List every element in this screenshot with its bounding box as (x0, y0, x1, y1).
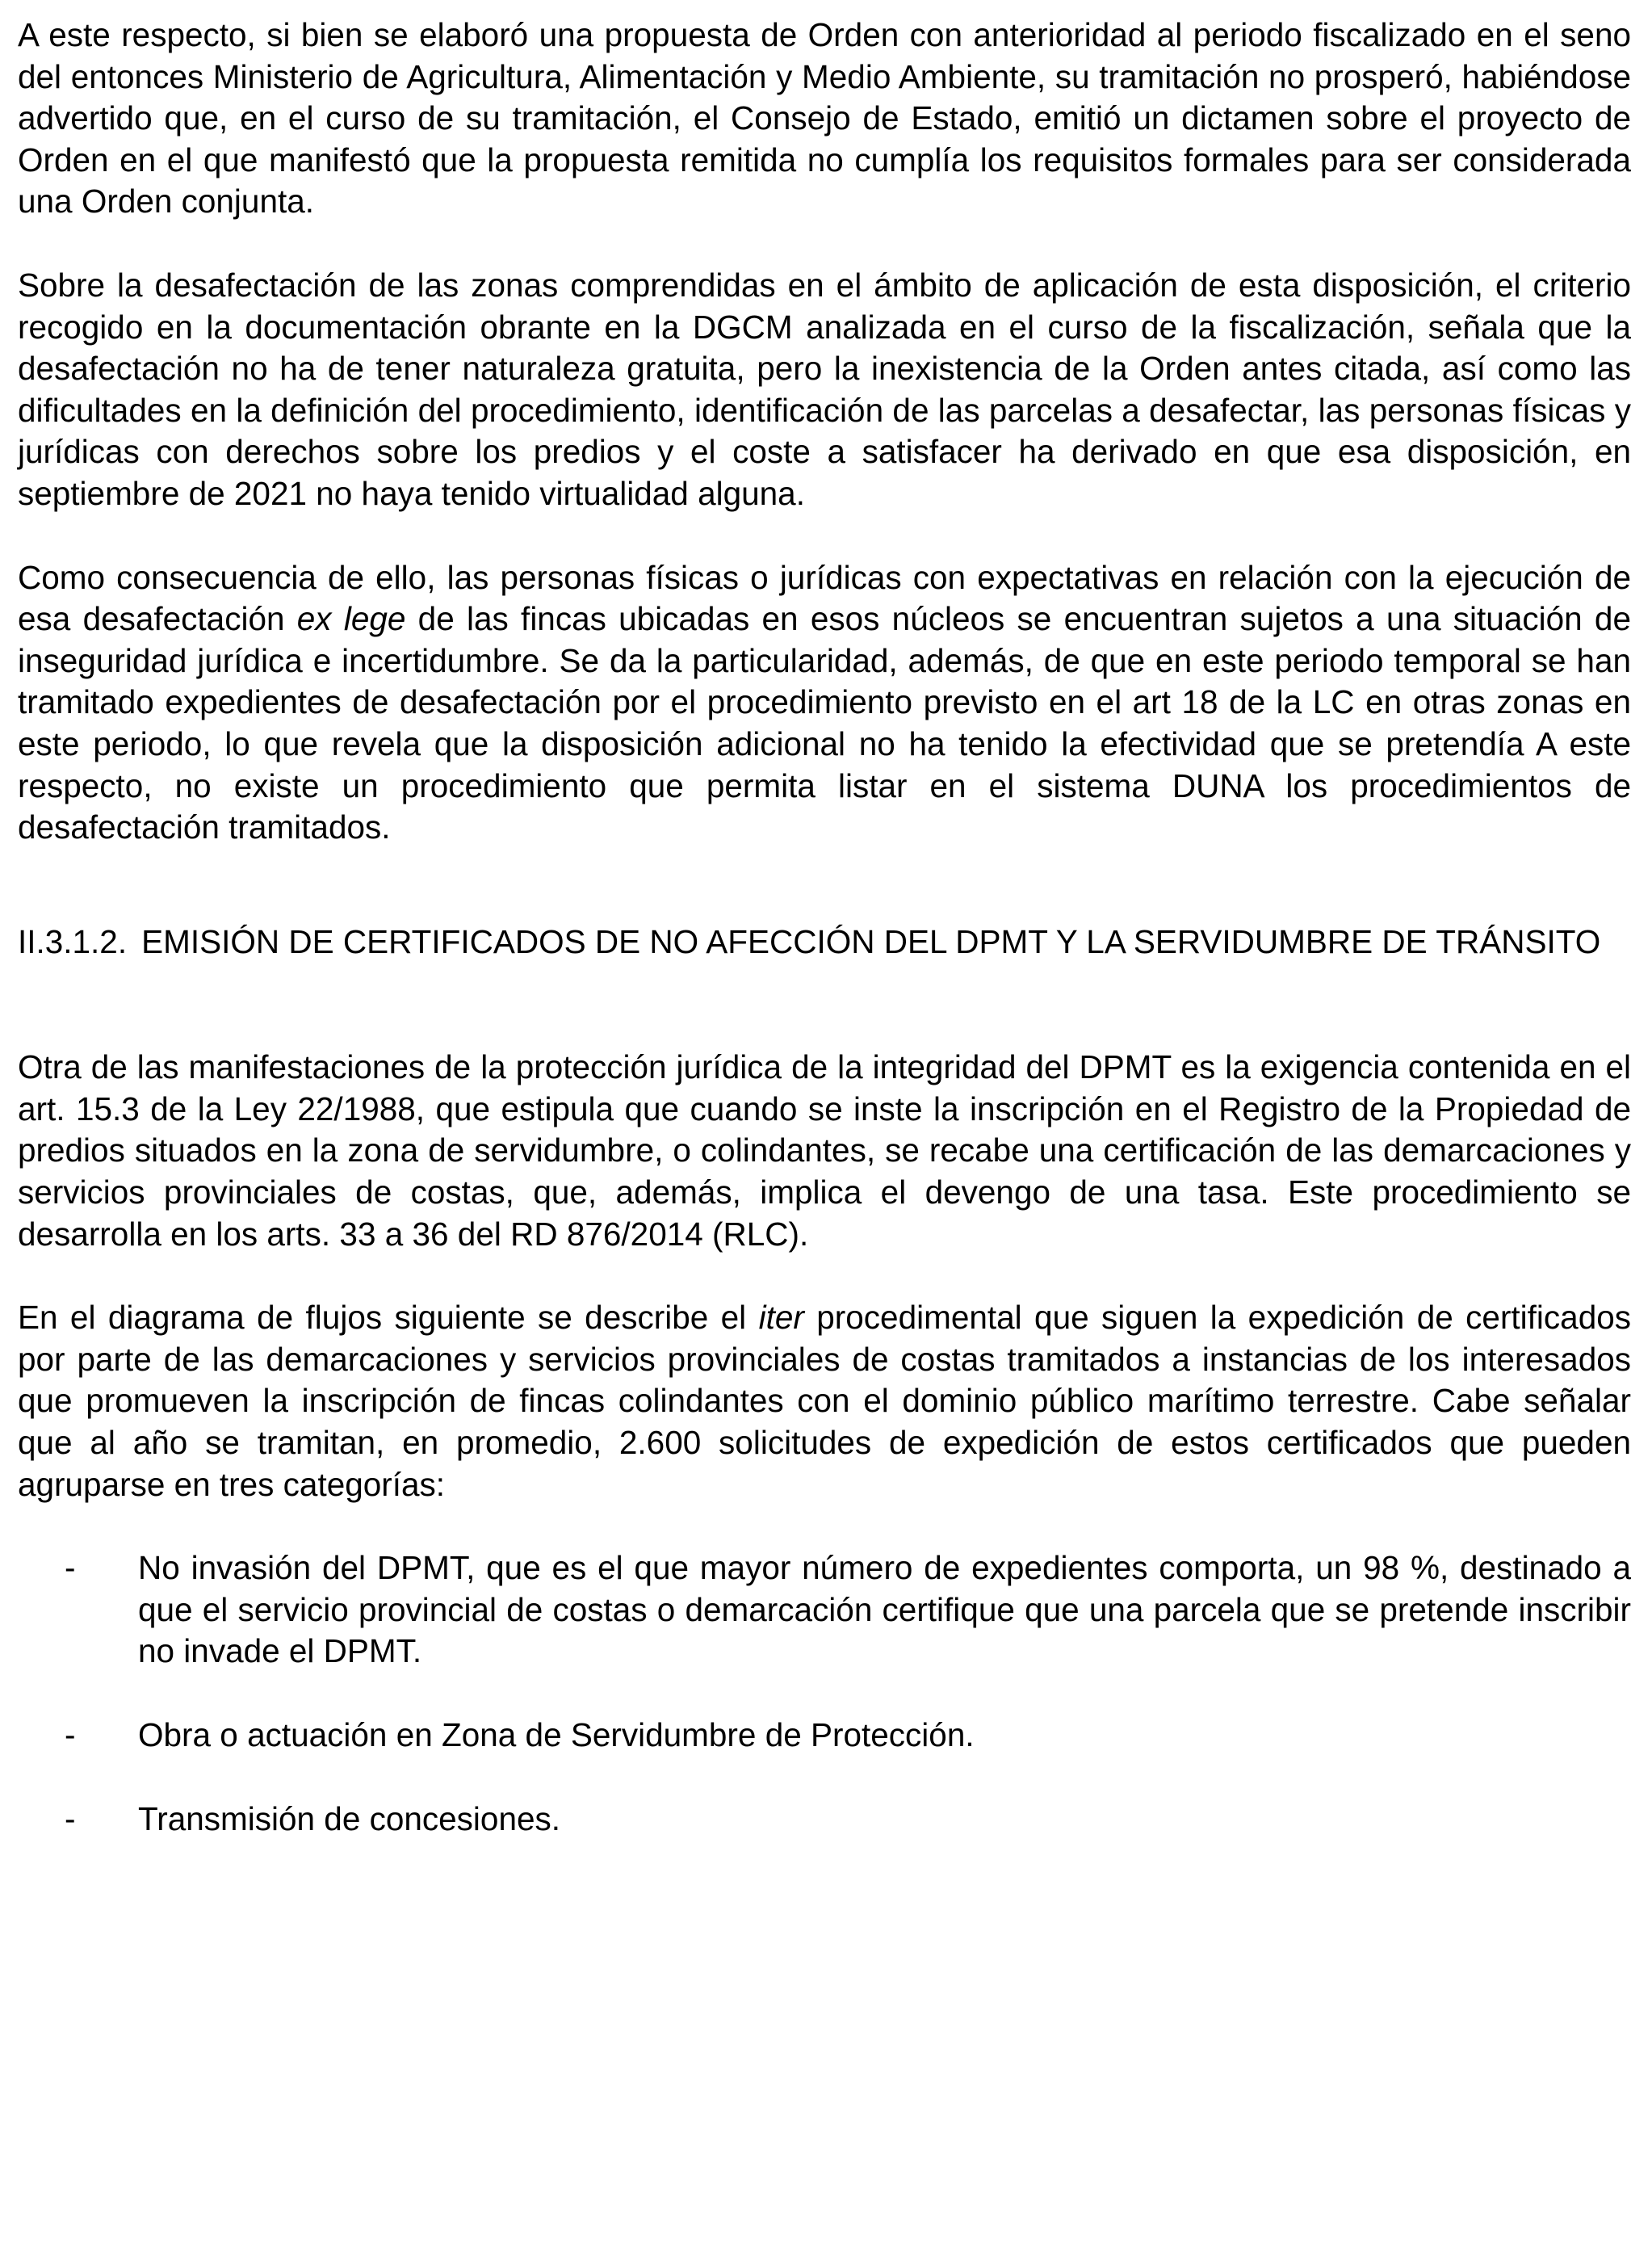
dash-bullet: - (65, 1799, 76, 1837)
paragraph-orden-propuesta: A este respecto, si bien se elaboró una propuesta de Orden con anterioridad al periodo fiscalizado en el seno del entonces Ministerio de Agricultura, Alimentación y Medio Ambiente, su tramitación no prosperó, habiéndose advertido que, en el curso de su tramitación, el Consejo de Estado, emitió un dictamen sobre el proyecto de Orden en el que manifestó que la propuesta remitida no cumplía los requisitos formales para ser considerada una Orden conjunta. (18, 16, 1631, 220)
italic-term-ex-lege: ex lege (296, 600, 406, 638)
paragraph-proteccion-juridica: Otra de las manifestaciones de la protección jurídica de la integridad del DPMT es la exigencia contenida en el art. 15.3 de la Ley 22/1988, que estipula que cuando se inste la inscripción en el Registro de la Propiedad de predios situados en la zona de servidumbre, o colindantes, se recabe una certificación de las demarcaciones y servicios provinciales de costas, que, además, implica el devengo de una tasa. Este procedimiento se desarrolla en los arts. 33 a 36 del RD 876/2014 (RLC). (18, 1048, 1631, 1253)
section-heading (18, 922, 1631, 964)
paragraph-diagrama-flujos (18, 1297, 1631, 1505)
paragraph-text: En el diagrama de flujos siguiente se describe el (18, 1299, 759, 1337)
list-item (18, 1547, 1631, 1673)
list-item-text: Transmisión de concesiones. (138, 1799, 560, 1837)
section-title: EMISIÓN DE CERTIFICADOS DE NO AFECCIÓN DEL DPMT Y LA SERVIDUMBRE DE TRÁNSITO (141, 922, 1601, 960)
list-item (18, 1799, 1631, 1841)
paragraph-text: Como consecuencia de ello, las personas físicas o jurídicas con expectativas en relación con la ejecución de esa desafectación (18, 558, 1631, 638)
certificate-categories-list (18, 1547, 1631, 1840)
paragraph-text: procedimental que siguen la expedición de certificados por parte de las demarcaciones y servicios provinciales de costas tramitados a instancias de los interesados que promueven la inscripción de fincas colindantes con el dominio público marítimo terrestre. Cabe señalar que al año se tramitan, en promedio, 2.600 solicitudes de expedición de estos certificados que pueden agruparse en tres categorías: (18, 1299, 1632, 1503)
section-number: II.3.1.2. (18, 922, 128, 960)
document-page (18, 15, 1631, 1882)
list-item-text: Obra o actuación en Zona de Servidumbre de Protección. (138, 1716, 975, 1753)
italic-term-iter: iter (758, 1299, 804, 1337)
list-item-text: No invasión del DPMT, que es el que mayor número de expedientes comporta, un 98 %, destinado a que el servicio provincial de costas o demarcación certifique que una parcela que se pretende inscribir no invade el DPMT. (138, 1549, 1631, 1670)
dash-bullet: - (65, 1549, 76, 1587)
paragraph-text: de las fincas ubicadas en esos núcleos se encuentran sujetos a una situación de inseguridad jurídica e incertidumbre. Se da la particularidad, además, de que en este periodo temporal se han tramitado expedientes de desafectación por el procedimiento previsto en el art 18 de la LC en otras zonas en este periodo, lo que revela que la disposición adicional no ha tenido la efectividad que se pretendía A este respecto, no existe un procedimiento que permita listar en el sistema DUNA los procedimientos de desafectación tramitados. (18, 600, 1631, 846)
paragraph-inseguridad-juridica (18, 557, 1631, 849)
list-item (18, 1715, 1631, 1757)
paragraph-desafectacion-criterio: Sobre la desafectación de las zonas comprendidas en el ámbito de aplicación de esta disposición, el criterio recogido en la documentación obrante en la DGCM analizada en el curso de la fiscalización, señala que la desafectación no ha de tener naturaleza gratuita, pero la inexistencia de la Orden antes citada, así como las dificultades en la definición del procedimiento, identificación de las parcelas a desafectar, las personas físicas y jurídicas con derechos sobre los predios y el coste a satisfacer ha derivado en que esa disposición, en septiembre de 2021 no haya tenido virtualidad alguna. (18, 266, 1631, 512)
dash-bullet: - (65, 1716, 76, 1753)
